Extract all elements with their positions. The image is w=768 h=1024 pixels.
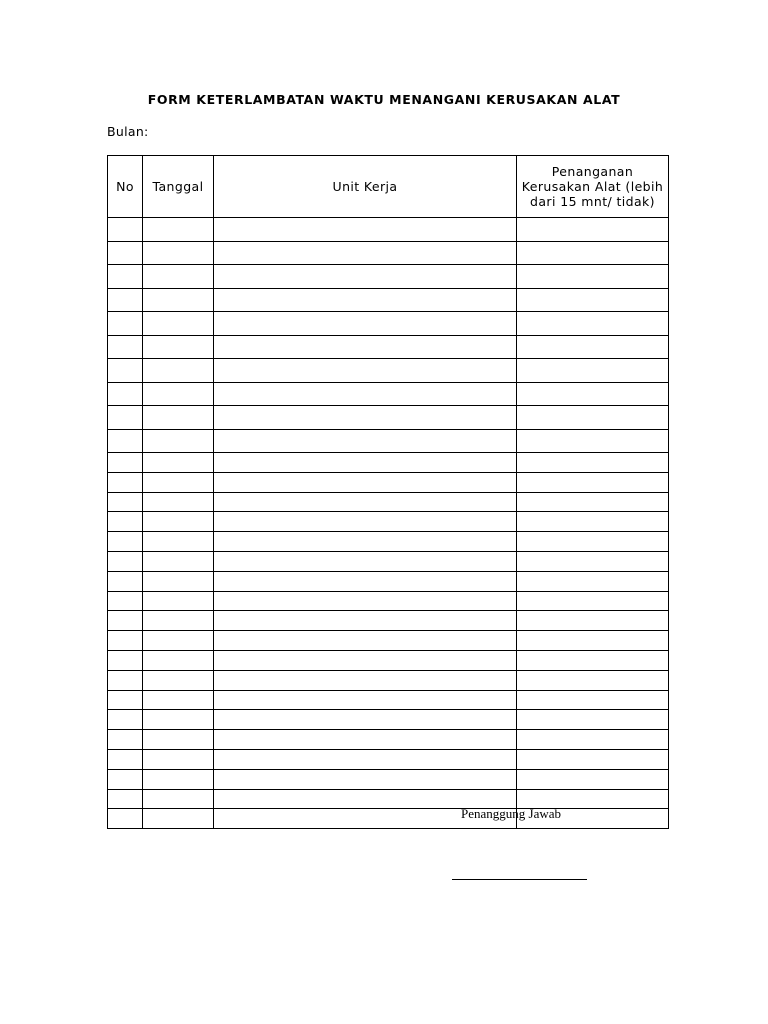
cell-date bbox=[143, 690, 214, 710]
cell-date bbox=[143, 453, 214, 473]
table-row bbox=[108, 650, 669, 670]
cell-unit bbox=[214, 472, 517, 492]
cell-date bbox=[143, 241, 214, 265]
cell-unit bbox=[214, 335, 517, 359]
cell-date bbox=[143, 591, 214, 611]
cell-handling bbox=[517, 492, 669, 512]
cell-no bbox=[108, 218, 143, 242]
cell-unit bbox=[214, 551, 517, 571]
cell-no bbox=[108, 670, 143, 690]
cell-no bbox=[108, 453, 143, 473]
cell-no bbox=[108, 429, 143, 453]
cell-handling bbox=[517, 631, 669, 651]
cell-no bbox=[108, 532, 143, 552]
cell-unit bbox=[214, 429, 517, 453]
cell-date bbox=[143, 571, 214, 591]
table-row bbox=[108, 789, 669, 809]
table-row bbox=[108, 571, 669, 591]
header-no: No bbox=[108, 156, 143, 218]
cell-handling bbox=[517, 532, 669, 552]
table-row bbox=[108, 218, 669, 242]
cell-no bbox=[108, 406, 143, 430]
cell-handling bbox=[517, 335, 669, 359]
table-row bbox=[108, 611, 669, 631]
cell-date bbox=[143, 809, 214, 829]
cell-handling bbox=[517, 769, 669, 789]
table-header-row bbox=[108, 156, 669, 218]
delay-form-table bbox=[107, 155, 669, 829]
cell-date bbox=[143, 265, 214, 289]
cell-date bbox=[143, 429, 214, 453]
cell-date bbox=[143, 472, 214, 492]
cell-no bbox=[108, 769, 143, 789]
cell-unit bbox=[214, 453, 517, 473]
cell-date bbox=[143, 335, 214, 359]
cell-handling bbox=[517, 406, 669, 430]
header-date: Tanggal bbox=[143, 156, 214, 218]
cell-date bbox=[143, 749, 214, 769]
cell-no bbox=[108, 809, 143, 829]
cell-handling bbox=[517, 591, 669, 611]
cell-unit bbox=[214, 611, 517, 631]
cell-no bbox=[108, 288, 143, 312]
table-row bbox=[108, 492, 669, 512]
cell-unit bbox=[214, 406, 517, 430]
cell-handling bbox=[517, 690, 669, 710]
table-row bbox=[108, 429, 669, 453]
cell-no bbox=[108, 335, 143, 359]
cell-date bbox=[143, 382, 214, 406]
table-row bbox=[108, 265, 669, 289]
table-row bbox=[108, 406, 669, 430]
table-row bbox=[108, 551, 669, 571]
cell-no bbox=[108, 241, 143, 265]
table-row bbox=[108, 312, 669, 336]
cell-no bbox=[108, 591, 143, 611]
cell-handling bbox=[517, 359, 669, 383]
cell-unit bbox=[214, 492, 517, 512]
cell-unit bbox=[214, 571, 517, 591]
cell-handling bbox=[517, 429, 669, 453]
cell-unit bbox=[214, 312, 517, 336]
cell-unit bbox=[214, 710, 517, 730]
cell-handling bbox=[517, 571, 669, 591]
cell-unit bbox=[214, 382, 517, 406]
cell-unit bbox=[214, 769, 517, 789]
cell-no bbox=[108, 312, 143, 336]
cell-no bbox=[108, 492, 143, 512]
cell-no bbox=[108, 690, 143, 710]
cell-no bbox=[108, 789, 143, 809]
table-row bbox=[108, 670, 669, 690]
cell-handling bbox=[517, 241, 669, 265]
cell-date bbox=[143, 769, 214, 789]
cell-handling bbox=[517, 218, 669, 242]
cell-no bbox=[108, 571, 143, 591]
cell-date bbox=[143, 218, 214, 242]
table-row bbox=[108, 472, 669, 492]
table-row bbox=[108, 359, 669, 383]
cell-date bbox=[143, 512, 214, 532]
form-title: FORM KETERLAMBATAN WAKTU MENANGANI KERUSAKAN ALAT bbox=[147, 92, 621, 107]
table-row bbox=[108, 532, 669, 552]
cell-handling bbox=[517, 551, 669, 571]
table-row bbox=[108, 809, 669, 829]
cell-handling bbox=[517, 265, 669, 289]
cell-date bbox=[143, 650, 214, 670]
month-label: Bulan: bbox=[107, 124, 149, 139]
cell-handling bbox=[517, 382, 669, 406]
signature-line bbox=[452, 879, 587, 880]
cell-unit bbox=[214, 241, 517, 265]
cell-date bbox=[143, 789, 214, 809]
table-row bbox=[108, 591, 669, 611]
cell-date bbox=[143, 288, 214, 312]
cell-unit bbox=[214, 218, 517, 242]
cell-handling bbox=[517, 312, 669, 336]
cell-handling bbox=[517, 650, 669, 670]
cell-date bbox=[143, 670, 214, 690]
table-row bbox=[108, 453, 669, 473]
table-row bbox=[108, 730, 669, 750]
cell-no bbox=[108, 359, 143, 383]
cell-date bbox=[143, 551, 214, 571]
cell-no bbox=[108, 512, 143, 532]
cell-handling bbox=[517, 710, 669, 730]
table-row bbox=[108, 749, 669, 769]
table-row bbox=[108, 631, 669, 651]
signature-caption: Penanggung Jawab bbox=[461, 806, 562, 821]
cell-date bbox=[143, 611, 214, 631]
cell-unit bbox=[214, 650, 517, 670]
cell-unit bbox=[214, 359, 517, 383]
table-body bbox=[108, 218, 669, 829]
cell-unit bbox=[214, 631, 517, 651]
cell-handling bbox=[517, 288, 669, 312]
cell-unit bbox=[214, 690, 517, 710]
cell-handling bbox=[517, 670, 669, 690]
cell-date bbox=[143, 710, 214, 730]
cell-no bbox=[108, 382, 143, 406]
cell-no bbox=[108, 749, 143, 769]
table-row bbox=[108, 241, 669, 265]
header-unit: Unit Kerja bbox=[214, 156, 517, 218]
cell-handling bbox=[517, 512, 669, 532]
cell-unit bbox=[214, 670, 517, 690]
cell-date bbox=[143, 532, 214, 552]
cell-no bbox=[108, 611, 143, 631]
cell-no bbox=[108, 551, 143, 571]
cell-handling bbox=[517, 730, 669, 750]
table-row bbox=[108, 335, 669, 359]
table-row bbox=[108, 710, 669, 730]
table-row bbox=[108, 690, 669, 710]
cell-no bbox=[108, 265, 143, 289]
cell-date bbox=[143, 406, 214, 430]
cell-handling bbox=[517, 749, 669, 769]
cell-handling bbox=[517, 611, 669, 631]
cell-unit bbox=[214, 512, 517, 532]
cell-unit bbox=[214, 265, 517, 289]
cell-unit bbox=[214, 288, 517, 312]
cell-no bbox=[108, 472, 143, 492]
header-handling: Penanganan Kerusakan Alat (lebih dari 15 mnt/ tidak) bbox=[517, 156, 669, 218]
cell-unit bbox=[214, 730, 517, 750]
cell-no bbox=[108, 730, 143, 750]
table-row bbox=[108, 512, 669, 532]
cell-unit bbox=[214, 591, 517, 611]
cell-date bbox=[143, 359, 214, 383]
cell-no bbox=[108, 650, 143, 670]
cell-no bbox=[108, 631, 143, 651]
table-row bbox=[108, 769, 669, 789]
cell-unit bbox=[214, 749, 517, 769]
cell-date bbox=[143, 312, 214, 336]
table-row bbox=[108, 382, 669, 406]
cell-unit bbox=[214, 532, 517, 552]
cell-date bbox=[143, 631, 214, 651]
table-row bbox=[108, 288, 669, 312]
cell-date bbox=[143, 492, 214, 512]
cell-handling bbox=[517, 453, 669, 473]
cell-date bbox=[143, 730, 214, 750]
cell-no bbox=[108, 710, 143, 730]
cell-handling bbox=[517, 472, 669, 492]
